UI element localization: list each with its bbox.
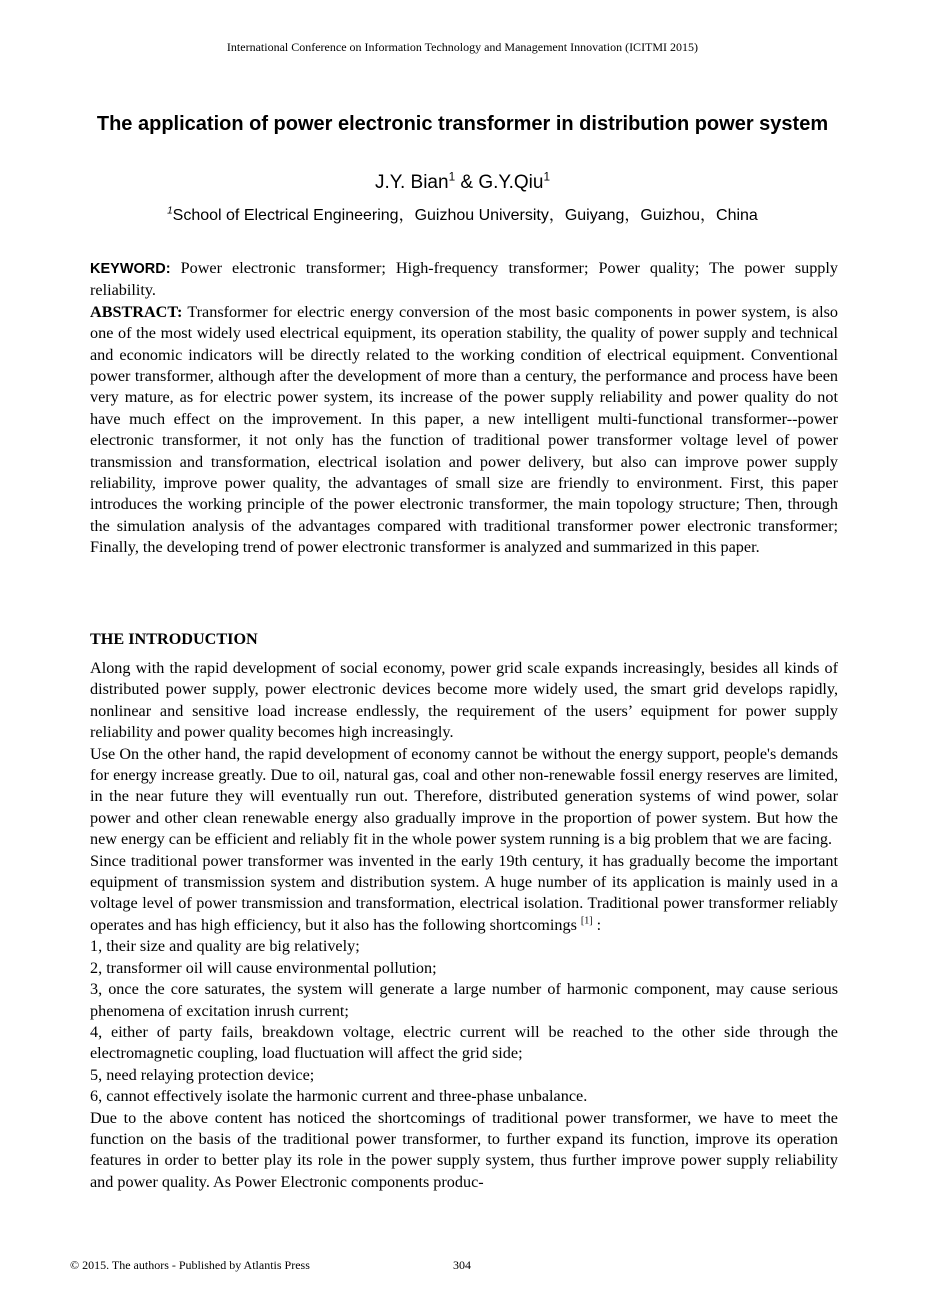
keywords-text: Power electronic transformer; High-frequency transformer; Power quality; The power supply reliability. <box>90 259 838 300</box>
author-2-affiliation-mark: 1 <box>543 170 551 184</box>
abstract-paragraph <box>90 302 838 559</box>
section-heading-introduction: THE INTRODUCTION <box>90 630 258 648</box>
shortcoming-item-5: 5, need relaying protection device; <box>90 1065 315 1084</box>
citation-1: [1] <box>580 915 593 927</box>
affiliation-text: School of Electrical Engineering，Guizhou University，Guiyang，Guizhou，China <box>172 207 758 224</box>
author-2: G.Y.Qiu <box>478 172 544 193</box>
affiliation-mark: 1 <box>167 205 173 217</box>
keyword-abstract-block <box>90 258 838 559</box>
shortcoming-item-4: 4, either of party fails, breakdown voltage, electric current will be reached to the other side through the electromagnetic coupling, load fluctuation will affect the grid side; <box>90 1022 838 1063</box>
affiliation-line <box>0 205 925 227</box>
keywords-paragraph <box>90 258 838 302</box>
intro-paragraph-3-text: Since traditional power transformer was invented in the early 19th century, it has gradually become the important equipment of transmission system and distribution system. A huge number of its application is mainly used in a voltage level of power transmission and transformation, electrical isolation. Traditional power transformer reliably operates and has high efficiency, but it also has the following shortcomings <box>90 851 838 934</box>
keywords-label: KEYWORD: <box>90 261 171 277</box>
intro-paragraph-3 <box>90 851 838 937</box>
conference-header: International Conference on Information Technology and Management Innovation (ICITMI 2015) <box>226 40 699 54</box>
author-1-affiliation-mark: 1 <box>448 170 456 184</box>
abstract-label: ABSTRACT: <box>90 302 183 321</box>
page-number: 304 <box>453 1258 471 1272</box>
intro-paragraph-4: Due to the above content has noticed the shortcomings of traditional power transformer, we have to meet the function on the basis of the traditional power transformer, to further expand its function, improve its operation features in order to better play its role in the power supply system, thus further improve power supply reliability and power quality. As Power Electronic components produc- <box>90 1108 838 1191</box>
intro-paragraph-2: Use On the other hand, the rapid development of economy cannot be without the energy support, people's demands for energy increase greatly. Due to oil, natural gas, coal and other non-renewable fossil energy reserves are limited, in the near future they will eventually run out. Therefore, distributed generation systems of wind power, solar power and other clean renewable energy also gradually improve in the proportion of power system. But how the new energy can be efficient and reliably fit in the whole power system running is a big problem that we are facing. <box>90 744 838 849</box>
shortcoming-item-1: 1, their size and quality are big relatively; <box>90 937 360 956</box>
intro-paragraph-3-end: : <box>592 915 602 934</box>
author-separator: & <box>455 172 479 193</box>
paper-title: The application of power electronic transformer in distribution power system <box>96 113 829 135</box>
abstract-text: Transformer for electric energy conversion of the most basic components in power system, is also one of the most widely used electrical equipment, its operation stability, the quality of power supply and technical and economic indicators will be directly related to the working condition of electrical equipment. Conventional power transformer, although after the development of more than a century, the performance and process have been very mature, as for electric power system, its increase of the power supply reliability and power quality do not have much effect on the improvement. In this paper, a new intelligent multi-functional transformer--power electronic transformer, it not only has the function of traditional power transformer voltage level of power transmission and transformation, electrical isolation and power delivery, but also can improve power supply reliability, improve power quality, the advantages of small size are friendly to environment. First, this paper introduces the working principle of the power electronic transformer, the main topology structure; Then, through the simulation analysis of the advantages compared with traditional transformer power electronic transformer; Finally, the developing trend of power electronic transformer is analyzed and summarized in this paper. <box>90 302 838 557</box>
footer-copyright: © 2015. The authors - Published by Atlantis Press <box>70 1258 310 1272</box>
shortcoming-item-2: 2, transformer oil will cause environmental pollution; <box>90 958 437 977</box>
introduction-body <box>90 658 838 1193</box>
shortcoming-item-6: 6, cannot effectively isolate the harmonic current and three-phase unbalance. <box>90 1087 588 1106</box>
author-1: J.Y. Bian <box>374 172 449 193</box>
shortcoming-item-3: 3, once the core saturates, the system will generate a large number of harmonic component, may cause serious phenomena of excitation inrush current; <box>90 980 838 1020</box>
intro-paragraph-1: Along with the rapid development of social economy, power grid scale expands increasingly, besides all kinds of distributed power supply, power electronic devices become more widely used, the smart grid develops rapidly, nonlinear and sensitive load increase endlessly, the requirement of the users’ equipment for power supply reliability and power quality becomes high increasingly. <box>90 659 838 742</box>
author-line <box>0 170 925 196</box>
